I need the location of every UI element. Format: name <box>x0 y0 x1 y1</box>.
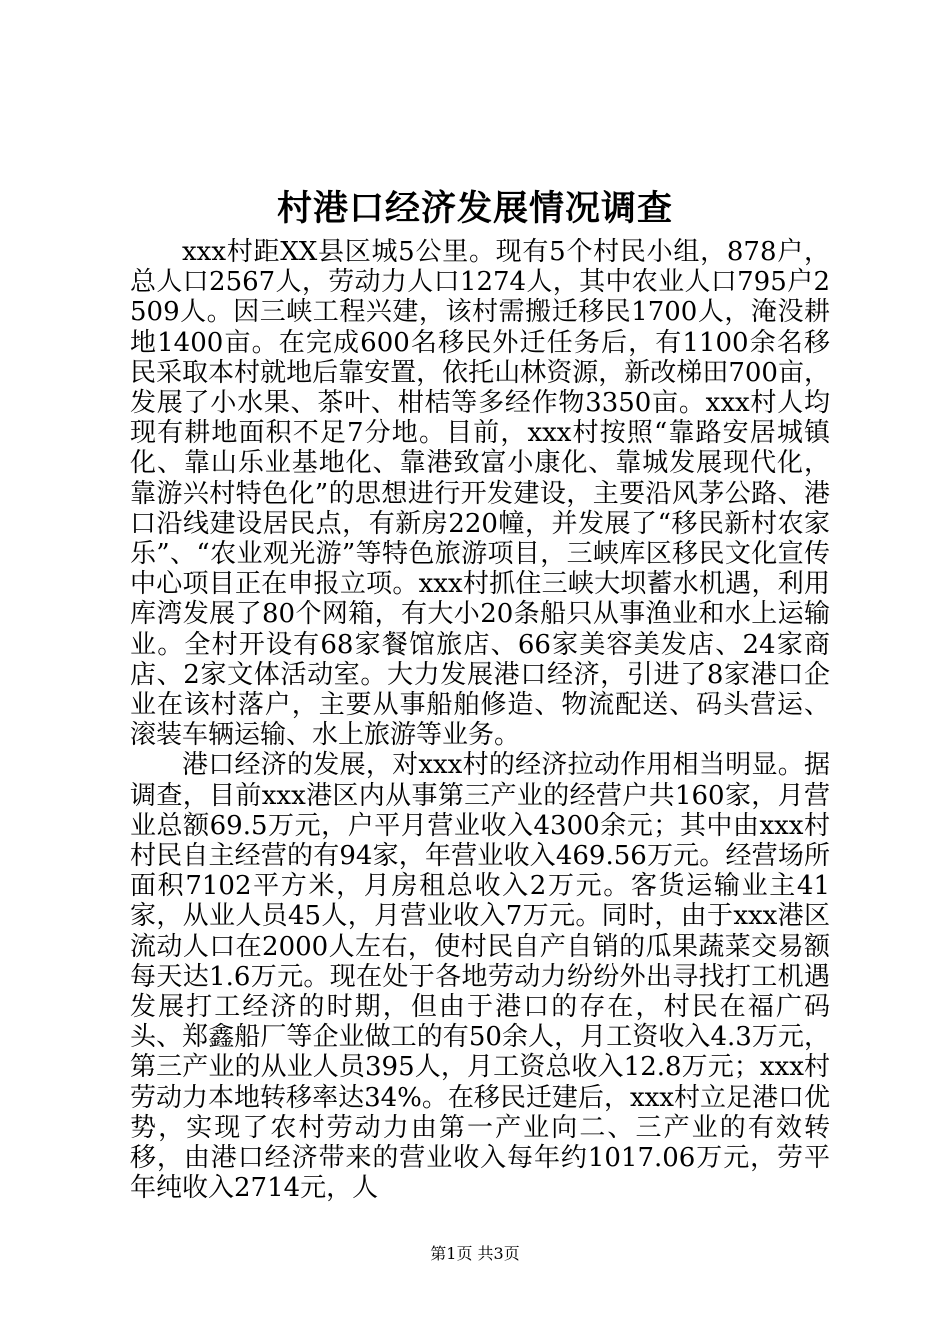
page-footer: 第1页 共3页 <box>430 1244 520 1263</box>
document-title: 村港口经济发展情况调查 <box>276 189 673 229</box>
document-body <box>130 237 830 1204</box>
paragraph-1: xxx村距XX县区城5公里。现有5个村民小组，878户，总人口2567人，劳动力人口1274人，其中农业人口795户2509人。因三峡工程兴建，该村需搬迁移民1700人，淹没耕地1400亩。在完成600名移民外迁任务后，有1100余名移民采取本村就地后靠安置，依托山林资源，新改梯田700亩，发展了小水果、茶叶、柑桔等多经作物3350亩。xxx村人均现有耕地面积不足7分地。目前，xxx村按照“靠路安居城镇化、靠山乐业基地化、靠港致富小康化、靠城发展现代化，靠游兴村特色化”的思想进行开发建设，主要沿风茅公路、港口沿线建设居民点，有新房220幢，并发展了“移民新村农家乐”、“农业观光游”等特色旅游项目，三峡库区移民文化宣传中心项目正在申报立项。xxx村抓住三峡大坝蓄水机遇，利用库湾发展了80个网箱，有大小20条船只从事渔业和水上运输业。全村开设有68家餐馆旅店、66家美容美发店、24家商店、2家文体活动室。大力发展港口经济，引进了8家港口企业在该村落户，主要从事船舶修造、物流配送、码头营运、滚装车辆运输、水上旅游等业务。 <box>130 237 830 751</box>
paragraph-2: 港口经济的发展，对xxx村的经济拉动作用相当明显。据调查，目前xxx港区内从事第三产业的经营户共160家，月营业总额69.5万元，户平月营业收入4300余元；其中由xxx村村民自主经营的有94家，年营业收入469.56万元。经营场所面积7102平方米，月房租总收入2万元。客货运输业主41家，从业人员45人，月营业收入7万元。同时，由于xxx港区流动人口在2000人左右，使村民自产自销的瓜果蔬菜交易额每天达1.6万元。现在处于各地劳动力纷纷外出寻找打工机遇发展打工经济的时期，但由于港口的存在，村民在福广码头、郑鑫船厂等企业做工的有50余人，月工资收入4.3万元，第三产业的从业人员395人，月工资总收入12.8万元；xxx村劳动力本地转移率达34%。在移民迁建后，xxx村立足港口优势，实现了农村劳动力由第一产业向二、三产业的有效转移，由港口经济带来的营业收入每年约1017.06万元，劳平年纯收入2714元，人 <box>130 750 830 1204</box>
